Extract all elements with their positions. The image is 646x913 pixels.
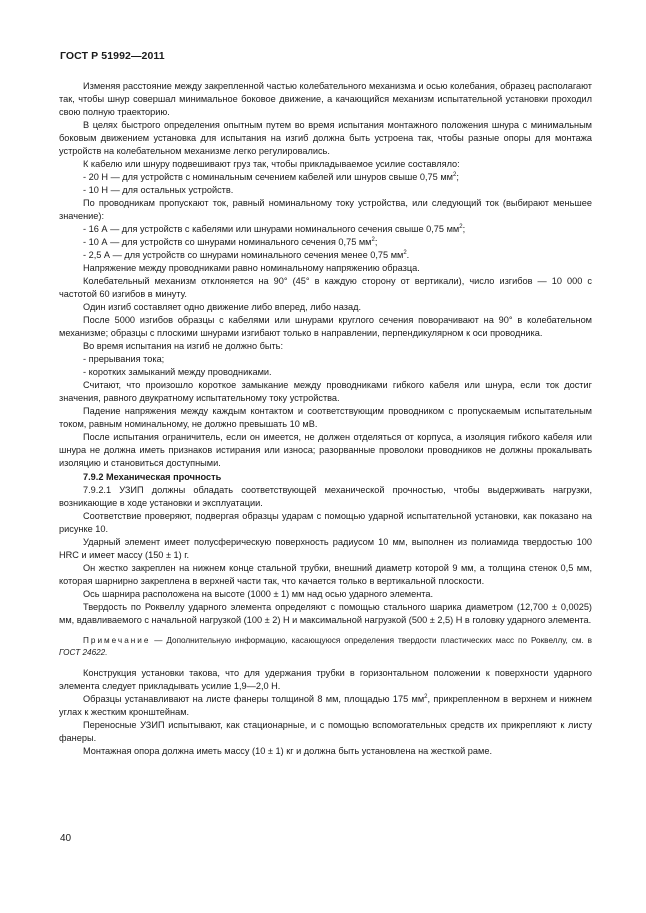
paragraph: Он жестко закреплен на нижнем конце стальной трубки, внешний диаметр которой 9 мм, а толщина стенок 0,5 мм, которая шарнирно закреплена в верхней части так, что качается только в вертикальной плоскости. — [59, 563, 592, 586]
paragraph-text: , прикрепленном в верхнем и нижнем углах к жестким кронштейнам. — [59, 694, 592, 717]
list-item: - прерывания тока; — [83, 354, 165, 364]
paragraph: Один изгиб составляет одно движение либо вперед, либо назад. — [83, 302, 361, 312]
paragraph: Твердость по Роквеллу ударного элемента определяют с помощью стального шарика диаметром (12,700 ± 0,0025) мм, вдавливаемого с начальной нагрузкой (100 ± 2) Н и максимальной нагрузкой (500 ± 2,5) Н в головку ударного элемента. — [59, 602, 592, 625]
paragraph: Падение напряжения между каждым контактом и соответствующим проводником с пропускаемым испытательным током, равным номинальному, не должно превышать 10 мВ. — [59, 406, 592, 429]
list-item: - коротких замыканий между проводниками. — [83, 367, 272, 377]
note-reference: ГОСТ 24622. — [59, 648, 108, 657]
paragraph: Изменяя расстояние между закрепленной частью колебательного механизма и осью колебания, образец располагают так, чтобы шнур совершал минимальное боковое движение, а качающийся механизм испытательной установки проходил свою полную траекторию. — [59, 81, 592, 117]
paragraph: Соответствие проверяют, подвергая образцы ударам с помощью ударной испытательной установки, как показано на рисунке 10. — [59, 511, 592, 534]
punctuation: ; — [374, 237, 378, 247]
paragraph: После испытания ограничитель, если он имеется, не должен отделяться от корпуса, а изоляция гибкого кабеля или шнура не должна иметь признаков истирания или износа; разорванные проволоки проводников не должны прокалывать изоляцию и становиться доступными. — [59, 432, 592, 468]
page-header: ГОСТ Р 51992—2011 — [60, 50, 165, 62]
list-item: - 10 Н — для остальных устройств. — [83, 185, 234, 195]
paragraph: Считают, что произошло короткое замыкание между проводниками гибкого кабеля или шнура, если ток достиг значения, равного двукратному испытательному току устройства. — [59, 380, 592, 403]
list-item — [59, 249, 592, 262]
paragraph-text: Образцы устанавливают на листе фанеры толщиной 8 мм, площадью 175 мм — [83, 694, 425, 704]
note — [59, 635, 592, 659]
document-body — [59, 80, 592, 758]
punctuation: ; — [456, 172, 459, 182]
paragraph: Напряжение между проводниками равно номинальному напряжению образца. — [83, 263, 420, 273]
superscript: 2 — [403, 249, 407, 256]
punctuation: ; — [462, 224, 466, 234]
note-label: Примечание — [83, 636, 151, 645]
paragraph: В целях быстрого определения опытным путем во время испытания монтажного положения шнура с минимальным боковым движением установка для испытания на изгиб должна быть устроена так, чтобы разные опоры для монтажа устройств на колебательном механизме легко регулировались. — [59, 120, 592, 156]
list-item — [59, 236, 592, 249]
paragraph: Ось шарнира расположена на высоте (1000 ± 1) мм над осью ударного элемента. — [83, 589, 434, 599]
paragraph: После 5000 изгибов образцы с кабелями или шнурами круглого сечения поворачивают на 90° в колебательном механизме; образцы с плоскими шнурами изгибают только в направлении, перпендикулярном к оси проводника. — [59, 315, 592, 338]
list-item — [59, 223, 592, 236]
list-item-text: - 2,5 А — для устройств со шнурами номинального сечения менее 0,75 мм — [83, 250, 404, 260]
paragraph: Конструкция установки такова, что для удержания трубки в горизонтальном положении к поверхности ударного элемента следует прикладывать усилие 1,9—2,0 Н. — [59, 668, 592, 691]
note-text: — Дополнительную информацию, касающуюся определения твердости пластических масс по Роквеллу, см. в — [150, 636, 592, 645]
paragraph: Во время испытания на изгиб не должно быть: — [83, 341, 284, 351]
paragraph: Ударный элемент имеет полусферическую поверхность радиусом 10 мм, выполнен из полиамида твердостью 100 HRC и имеет массу (150 ± 1) г. — [59, 537, 592, 560]
punctuation: . — [406, 250, 410, 260]
page-number: 40 — [60, 833, 72, 844]
paragraph — [59, 693, 592, 719]
section-heading: 7.9.2 Механическая прочность — [83, 472, 222, 482]
list-item-text: - 20 Н — для устройств с номинальным сечением кабелей или шнуров свыше 0,75 мм — [83, 172, 453, 182]
superscript: 2 — [452, 171, 457, 178]
list-item-text: - 10 А — для устройств со шнурами номинального сечения 0,75 мм — [83, 237, 372, 247]
paragraph: 7.9.2.1 УЗИП должны обладать соответствующей механической прочностью, чтобы выдерживать нагрузки, возникающие в ходе установки и эксплуатации. — [59, 485, 592, 508]
paragraph: К кабелю или шнуру подвешивают груз так, чтобы прикладываемое усилие составляло: — [83, 159, 460, 169]
paragraph: Монтажная опора должна иметь массу (10 ± 1) кг и должна быть установлена на жесткой раме. — [83, 746, 492, 756]
paragraph: Колебательный механизм отклоняется на 90° (45° в каждую сторону от вертикали), число изгибов — 10 000 с частотой 60 изгибов в минуту. — [59, 276, 592, 299]
paragraph: По проводникам пропускают ток, равный номинальному току устройства, или следующий ток (выбирают меньшее значение): — [59, 198, 592, 221]
list-item-text: - 16 А — для устройств с кабелями или шнурами номинального сечения свыше 0,75 мм — [83, 224, 460, 234]
list-item — [59, 171, 592, 184]
superscript: 2 — [371, 236, 375, 243]
paragraph: Переносные УЗИП испытывают, как стационарные, и с помощью вспомогательных средств их прикрепляют к листу фанеры. — [59, 720, 592, 743]
superscript: 2 — [424, 693, 428, 700]
superscript: 2 — [459, 223, 463, 230]
